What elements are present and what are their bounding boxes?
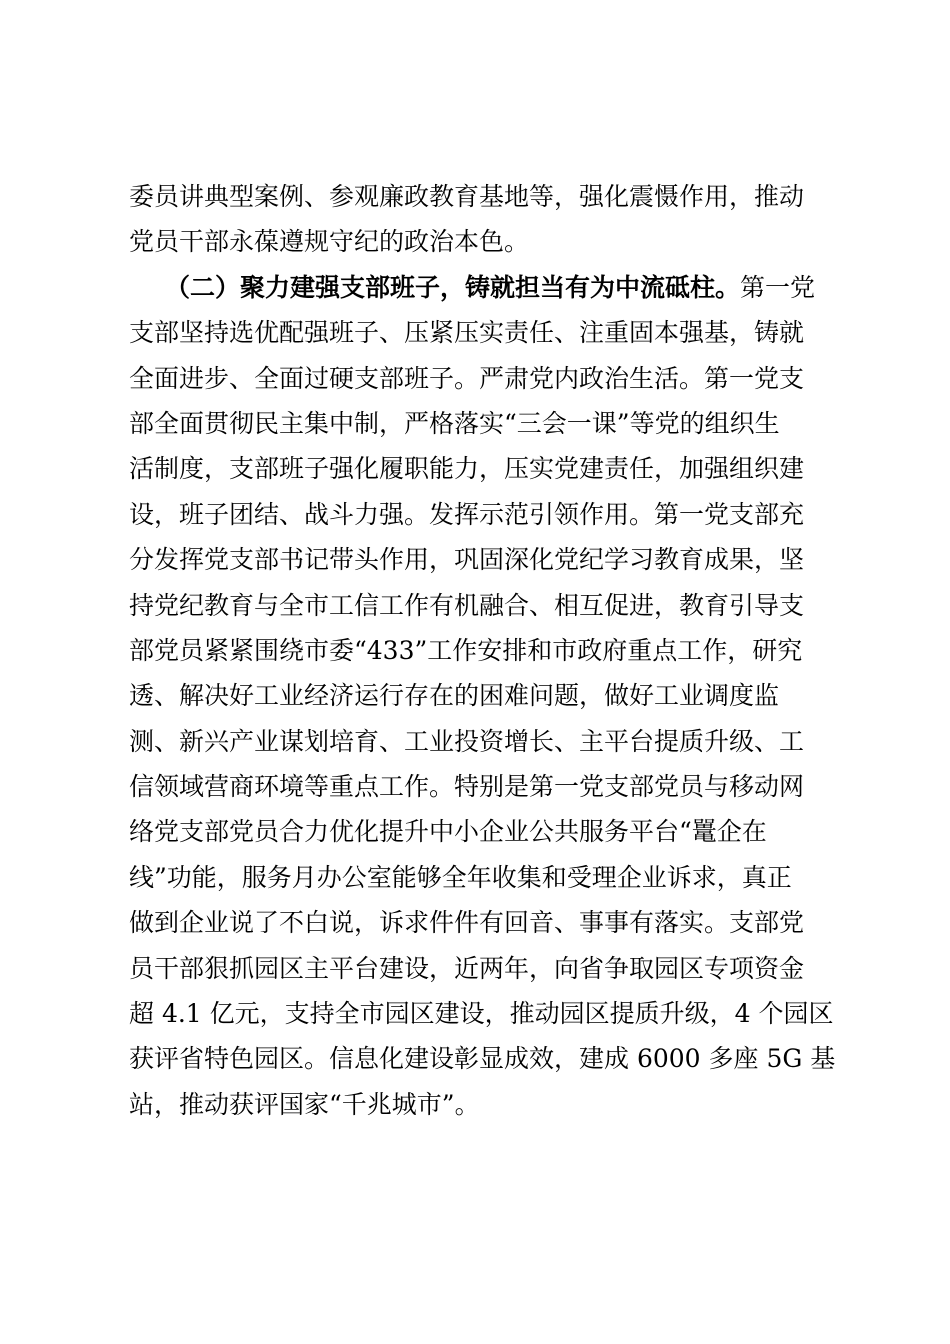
text-line: 站，推动获评国家“千兆城市”。: [129, 1089, 480, 1119]
text-line: 全面进步、全面过硬支部班子。严肃党内政治生活。第一党支: [129, 363, 805, 393]
text-line: 部全面贯彻民主集中制，严格落实“三会一课”等党的组织生: [129, 408, 780, 438]
text-line: 获评省特色园区。信息化建设彰显成效，建成 6000 多座 5G 基: [129, 1044, 836, 1074]
text-line: 透、解决好工业经济运行存在的困难问题，做好工业调度监: [129, 681, 780, 711]
text-line: 测、新兴产业谋划培育、工业投资增长、主平台提质升级、工: [129, 726, 805, 756]
text-line: 分发挥党支部书记带头作用，巩固深化党纪学习教育成果，坚: [129, 545, 805, 575]
text-line: 络党支部党员合力优化提升中小企业公共服务平台“鼍企在: [129, 817, 767, 847]
document-body: [129, 174, 836, 1127]
text-line: 委员讲典型案例、参观廉政教育基地等，强化震慑作用，推动: [129, 182, 805, 211]
text-line: 做到企业说了不白说，诉求件件有回音、事事有落实。支部党: [129, 908, 805, 938]
text-line: 超 4.1 亿元，支持全市园区建设，推动园区提质升级，4 个园区: [129, 999, 834, 1029]
text-line: 党员干部永葆遵规守纪的政治本色。: [129, 227, 530, 257]
text-line: 设，班子团结、战斗力强。发挥示范引领作用。第一党支部充: [129, 499, 805, 529]
section-heading-line: [129, 265, 829, 310]
text-line: 员干部狠抓园区主平台建设，近两年，向省争取园区专项资金: [129, 953, 805, 983]
text-line: 活制度，支部班子强化履职能力，压实党建责任，加强组织建: [129, 454, 805, 484]
section-heading: （二）聚力建强支部班子，铸就担当有为中流砥柱。: [165, 272, 741, 302]
text-line: 信领域营商环境等重点工作。特别是第一党支部党员与移动网: [129, 772, 805, 802]
heading-line-text: 第一党: [740, 272, 816, 302]
text-line: 线”功能，服务月办公室能够全年收集和受理企业诉求，真正: [129, 862, 792, 892]
text-line: 持党纪教育与全市工信工作有机融合、相互促进，教育引导支: [129, 590, 805, 620]
text-line: 部党员紧紧围绕市委“433”工作安排和市政府重点工作，研究: [129, 635, 803, 665]
text-line: 支部坚持选优配强班子、压紧压实责任、注重固本强基，铸就: [129, 318, 805, 348]
